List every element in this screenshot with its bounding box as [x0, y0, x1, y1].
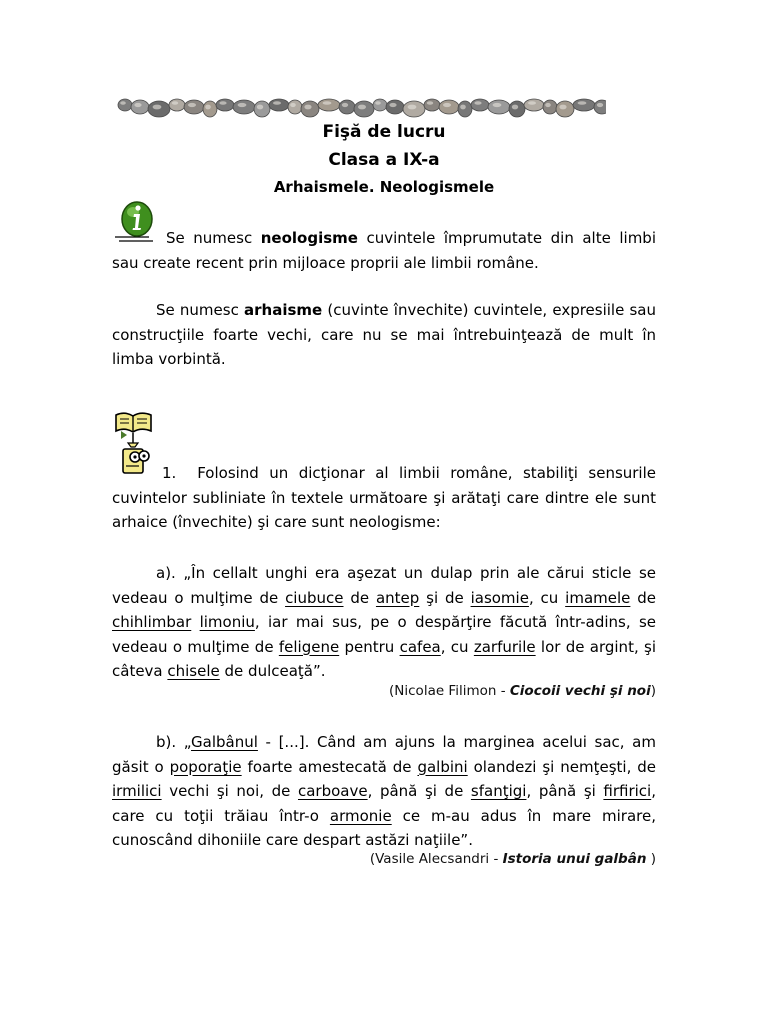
pebble-highlight	[375, 101, 381, 105]
pebble-highlight	[493, 103, 502, 107]
pebble	[439, 100, 459, 114]
underlined-word: firfirici	[603, 782, 652, 800]
pebble-highlight	[427, 101, 433, 105]
pebble-highlight	[238, 103, 247, 107]
underlined-word: poporaţie	[169, 757, 242, 776]
underlined-word: irmilici	[112, 782, 162, 800]
source-b	[370, 851, 656, 867]
pebble-highlight	[219, 101, 226, 105]
pebble	[471, 99, 489, 111]
pebble	[488, 100, 510, 114]
pebble	[543, 100, 557, 114]
text-segment: , care cu toţii trăiau într-o	[112, 782, 656, 825]
pebble	[203, 101, 217, 117]
pebble	[131, 100, 149, 114]
pebble-highlight	[153, 105, 162, 110]
underlined-word: cafea	[399, 637, 441, 656]
underlined-word: imamele	[565, 588, 631, 607]
underlined-word: ciubuce	[285, 588, 344, 607]
page-title: Fişă de lucru	[322, 122, 446, 142]
pebble	[524, 99, 544, 111]
text-segment: pentru	[339, 637, 400, 656]
pebble	[458, 101, 472, 117]
pebble-highlight	[528, 101, 536, 105]
underlined-word: sfanţigi	[470, 782, 527, 800]
underlined-word: armonie	[329, 806, 392, 825]
text-segment: olandezi şi nemţeşti, de	[467, 757, 657, 776]
underlined-word: limoniu	[199, 613, 255, 631]
text-segment: , cu	[440, 637, 474, 656]
text-segment: ce m-au adus în mare mirare, cunoscând dihoniile care despart astăzi naţiile”.	[112, 806, 656, 849]
exercise-instruction	[112, 461, 656, 535]
text-segment: şi de	[419, 588, 471, 607]
pebble	[233, 100, 255, 114]
source-author: (Vasile Alecsandri -	[369, 851, 503, 867]
pebble	[269, 99, 289, 111]
def-text: cuvintele împrumutate din alte limbi sau create recent prin mijloace proprii ale limbii române.	[112, 229, 656, 272]
pebble	[573, 99, 595, 111]
underlined-word: Galbânul	[191, 733, 258, 751]
text-segment: , cu	[528, 588, 566, 607]
source-end: )	[650, 683, 656, 699]
pebble-highlight	[512, 105, 518, 110]
underlined-word: feligene	[278, 637, 340, 656]
pebble-highlight	[304, 105, 311, 110]
text-segment: „	[183, 733, 192, 751]
pebble-highlight	[389, 103, 396, 107]
term-arhaisme: arhaisme	[244, 301, 323, 319]
pebble-highlight	[559, 105, 566, 110]
underlined-word: zarfurile	[473, 637, 536, 656]
pebble	[169, 99, 185, 111]
text-segment: , până şi	[526, 782, 604, 800]
pebble-highlight	[257, 105, 263, 110]
pebble-highlight	[188, 103, 196, 107]
text-b-label: b).	[156, 733, 177, 751]
pebble	[301, 101, 319, 117]
pebble	[373, 99, 387, 111]
text-segment: de	[630, 588, 656, 607]
text-segment: de dulceaţă”.	[219, 662, 326, 680]
pebble-highlight	[443, 103, 451, 107]
text-segment: „În cellalt unghi era aşezat un dulap prin ale cărui sticle se vedeau o mulţime de	[112, 564, 656, 607]
underlined-word: antep	[375, 588, 420, 607]
pebble	[254, 101, 270, 117]
pebble-highlight	[323, 101, 332, 105]
pebble-highlight	[545, 103, 551, 107]
source-author: (Nicolae Filimon -	[389, 683, 510, 699]
pebble-highlight	[273, 101, 281, 105]
text-segment: , până şi de	[367, 782, 471, 800]
text-segment: de	[343, 588, 376, 607]
pebble	[184, 100, 204, 114]
text-a	[112, 561, 656, 684]
text-segment: vechi şi noi, de	[161, 782, 298, 800]
def-text: Se numesc	[166, 229, 261, 247]
underlined-word: iasomie	[470, 588, 529, 607]
text-segment	[191, 613, 199, 631]
pebble	[216, 99, 234, 111]
text-segment: foarte amestecată de	[241, 757, 418, 776]
pebble-highlight	[578, 101, 587, 105]
pebble-highlight	[120, 101, 126, 105]
pebble	[509, 101, 525, 117]
class-title: Clasa a IX-a	[328, 150, 440, 170]
def-text: Se numesc	[156, 301, 244, 319]
text-segment: , iar mai sus, pe o despărţire făcută într-adins, se vedeau o mulţime de	[112, 613, 656, 656]
text-a-label: a).	[156, 564, 176, 582]
pebble	[318, 99, 340, 111]
source-work: Istoria unui galbân	[502, 851, 647, 867]
pebble-highlight	[358, 105, 366, 110]
pebble-highlight	[408, 105, 417, 110]
pebble-highlight	[205, 105, 211, 110]
text-segment: lor de argint, şi câteva	[112, 637, 656, 680]
instruction-text: Folosind un dicţionar al limbii române, stabiliţi sensurile cuvintelor subliniate în textele următoare şi arătaţi care dintre ele sunt arhaice (învechite) şi care sunt neologisme:	[112, 464, 656, 531]
pebble	[339, 100, 355, 114]
underlined-word: chisele	[167, 662, 220, 680]
pebble	[118, 99, 132, 111]
definition-arhaisme	[112, 298, 656, 372]
underlined-word: chihlimbar	[112, 613, 192, 631]
pebble	[556, 101, 574, 117]
source-end: )	[646, 851, 656, 867]
pebble-border	[112, 92, 606, 122]
def-text: (cuvinte învechite) cuvintele, expresiile sau construcţiile foarte vechi, care nu se mai întrebuinţează de mult în limba vorbintă.	[112, 301, 657, 368]
pebble-highlight	[290, 103, 296, 107]
pebble-highlight	[597, 103, 603, 107]
definition-neologisme	[112, 226, 656, 275]
source-a	[389, 683, 656, 699]
text-b	[112, 730, 656, 853]
text-segment: - [...]. Când am ajuns la marginea acelui sac, am găsit o	[112, 733, 656, 776]
pebble	[424, 99, 440, 111]
pebble-highlight	[474, 101, 481, 105]
exercise-number: 1.	[162, 464, 177, 482]
pebble-highlight	[172, 101, 178, 105]
underlined-word: galbini	[417, 757, 468, 776]
pebble-highlight	[342, 103, 348, 107]
topic-subtitle: Arhaismele. Neologismele	[273, 178, 495, 196]
pebble	[288, 100, 302, 114]
pebble	[386, 100, 404, 114]
pebble-highlight	[460, 105, 466, 110]
underlined-word: carboave	[297, 782, 368, 800]
source-work: Ciocoii vechi şi noi	[509, 683, 651, 699]
term-neologisme: neologisme	[260, 229, 358, 247]
pebble-highlight	[134, 103, 141, 107]
